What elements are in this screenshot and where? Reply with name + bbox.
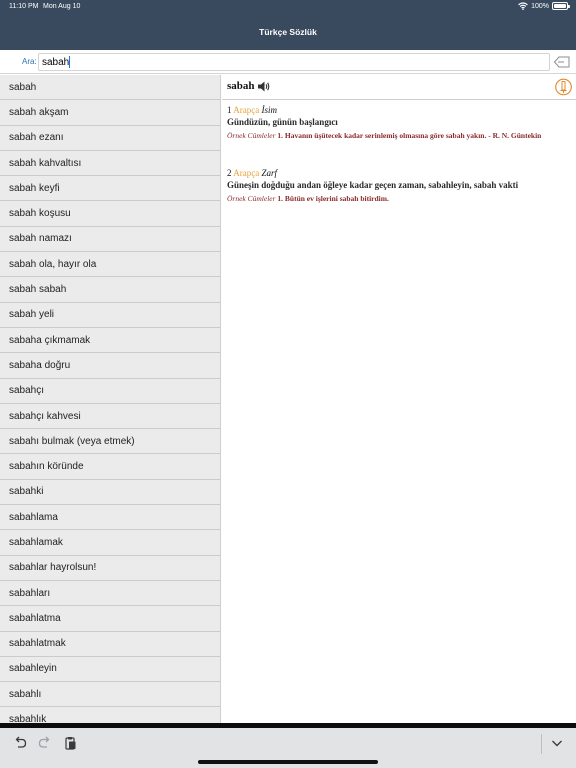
list-item[interactable]: sabah namazı <box>0 227 220 252</box>
list-item[interactable]: sabah akşam <box>0 100 220 125</box>
list-item[interactable]: sabahçı <box>0 379 220 404</box>
status-bar <box>0 0 576 14</box>
list-item[interactable]: sabahleyin <box>0 657 220 682</box>
sense-example <box>227 131 571 141</box>
list-item[interactable]: sabah keyfi <box>0 176 220 201</box>
example-label: Örnek Cümleler <box>227 131 276 140</box>
example-label: Örnek Cümleler <box>227 194 276 203</box>
wifi-icon <box>518 2 528 10</box>
battery-icon <box>552 2 568 10</box>
sense-meaning: Güneşin doğduğu andan öğleye kadar geçen zaman, sabahleyin, sabah vakti <box>227 180 519 190</box>
sense-number: 2 <box>227 168 232 178</box>
entry-headword: sabah <box>227 80 255 92</box>
chevron-down-icon[interactable] <box>550 736 564 750</box>
backspace-icon[interactable] <box>553 55 571 69</box>
list-item[interactable]: sabahı bulmak (veya etmek) <box>0 429 220 454</box>
undo-icon[interactable] <box>13 736 27 750</box>
list-item[interactable]: sabahları <box>0 581 220 606</box>
navigation-bar <box>0 14 576 50</box>
sense-example <box>227 194 571 204</box>
sense-origin: Arapça <box>233 105 260 115</box>
lock-icon[interactable] <box>555 78 572 96</box>
sense-2 <box>227 168 571 204</box>
list-item[interactable]: sabahçı kahvesi <box>0 404 220 429</box>
search-input[interactable] <box>38 53 550 71</box>
example-text: 1. Havanın üşütecek kadar serinlemiş olmasına göre sabah yakın. - R. N. Güntekin <box>277 131 542 140</box>
toolbar-divider <box>541 734 542 754</box>
word-list <box>0 75 221 723</box>
sense-1 <box>227 105 571 141</box>
list-item[interactable]: sabahlama <box>0 505 220 530</box>
list-item[interactable]: sabahlamak <box>0 530 220 555</box>
list-item[interactable]: sabah sabah <box>0 277 220 302</box>
list-item[interactable]: sabah <box>0 75 220 100</box>
paste-icon[interactable] <box>63 736 77 750</box>
list-item[interactable]: sabah yeli <box>0 303 220 328</box>
definition-pane <box>222 75 576 723</box>
entry-header <box>222 75 576 100</box>
home-indicator <box>198 760 378 764</box>
list-item[interactable]: sabaha doğru <box>0 353 220 378</box>
list-item[interactable]: sabahlık <box>0 707 220 723</box>
sense-part-of-speech: Zarf <box>261 168 278 178</box>
speaker-icon[interactable] <box>257 80 271 93</box>
sense-part-of-speech: İsim <box>261 105 277 115</box>
sense-origin: Arapça <box>233 168 260 178</box>
redo-icon[interactable] <box>38 736 52 750</box>
list-item[interactable]: sabah koşusu <box>0 201 220 226</box>
list-item[interactable]: sabah kahvaltısı <box>0 151 220 176</box>
status-indicators <box>518 2 568 10</box>
list-item[interactable]: sabahlatmak <box>0 632 220 657</box>
sense-meaning: Gündüzün, günün başlangıcı <box>227 117 338 127</box>
list-item[interactable]: sabah ezanı <box>0 126 220 151</box>
search-bar <box>0 50 576 74</box>
search-label: Ara: <box>22 57 37 66</box>
text-cursor <box>69 56 70 68</box>
status-date: Mon Aug 10 <box>43 3 81 10</box>
sense-number: 1 <box>227 105 232 115</box>
list-item[interactable]: sabahlı <box>0 682 220 707</box>
status-time: 11:10 PM <box>9 3 39 10</box>
page-title: Türkçe Sözlük <box>259 27 317 37</box>
list-item[interactable]: sabaha çıkmamak <box>0 328 220 353</box>
battery-percent: 100% <box>531 2 549 10</box>
list-item[interactable]: sabahlar hayrolsun! <box>0 556 220 581</box>
list-item[interactable]: sabahın köründe <box>0 454 220 479</box>
list-item[interactable]: sabah ola, hayır ola <box>0 252 220 277</box>
list-item[interactable]: sabahlatma <box>0 606 220 631</box>
example-text: 1. Bütün ev işlerini sabah bitirdim. <box>277 194 389 203</box>
list-item[interactable]: sabahki <box>0 480 220 505</box>
